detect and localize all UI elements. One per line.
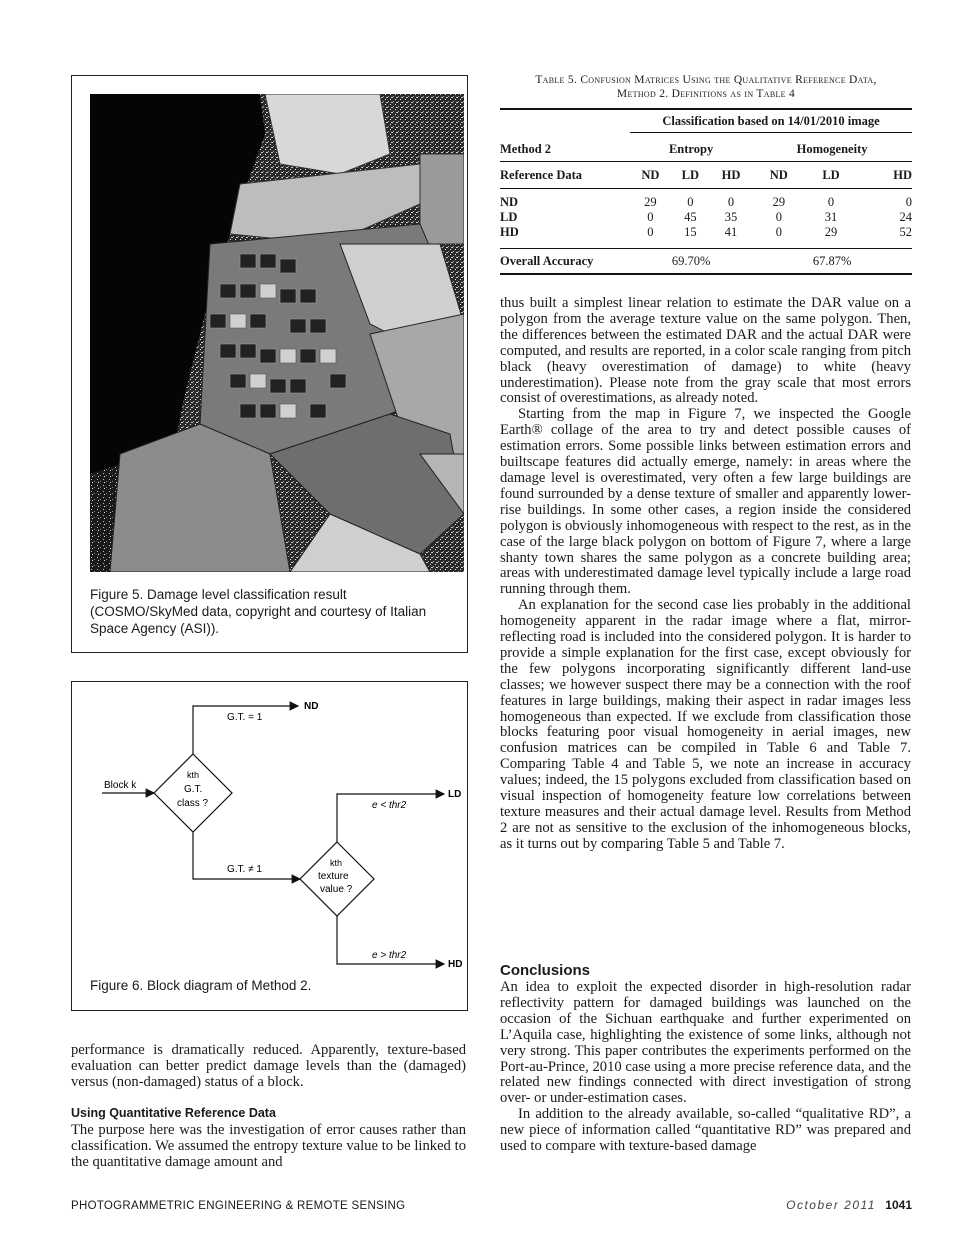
- paragraph: An idea to exploit the expected disorder in high-resolution radar reflectivity pattern for damaged buildings was launched on the occasion of the Sichuan earthquake and further experimented on L’Aquila case, highlighting the existence of some links, although not very strong. This paper contributes the experiments performed on the Port-au-Prince, 2010 case using a more precise reference data, and the related new findings connected with direct investigation of strong over- or under-estimation cases.: [500, 979, 911, 1107]
- table-row: [500, 225, 912, 240]
- table-cell: 35: [724, 210, 738, 224]
- table-cell: 29: [772, 195, 786, 209]
- overall-entropy-value: 69.70%: [630, 249, 752, 275]
- table-cell: 0: [687, 195, 694, 209]
- table-row-label: LD: [500, 210, 518, 224]
- table-title-line: Table 5. Confusion Matrices Using the Qualitative Reference Data,: [535, 74, 877, 86]
- block-k-label: Block k: [104, 780, 137, 791]
- table-cell: 0: [727, 195, 735, 209]
- table-group-header: Classification based on 14/01/2010 image: [630, 109, 912, 133]
- table-col-header: LD: [805, 162, 856, 189]
- decision-label: G.T.: [184, 784, 203, 795]
- caption-line: (COSMO/SkyMed data, copyright and courtesy of Italian: [90, 604, 427, 619]
- table-col-header: ND: [630, 162, 671, 189]
- decision-label: value ?: [320, 884, 353, 895]
- table-cell: 29: [644, 195, 657, 209]
- figure-6: [71, 681, 468, 1011]
- block-diagram: [72, 682, 467, 972]
- figure-5-caption: [90, 586, 460, 637]
- table-cell: 24: [899, 210, 912, 224]
- ld-output: LD: [448, 789, 462, 800]
- table-row-label: ND: [500, 195, 519, 209]
- paragraph: In addition to the already available, so-called “qualitative RD”, a new piece of information called “quantitative RD” was prepared and used to compare with texture-based damage: [500, 1106, 911, 1155]
- table-col-header: LD: [671, 162, 710, 189]
- table-col-header: HD: [857, 162, 912, 189]
- conclusions-heading: Conclusions: [500, 962, 591, 979]
- table-entropy-header: Entropy: [668, 141, 714, 156]
- hd-output: HD: [448, 959, 463, 970]
- conclusions-body: [500, 980, 911, 1155]
- page-number: 1041: [885, 1198, 912, 1212]
- decision-label: kth: [330, 858, 343, 868]
- table-cell: 29: [824, 225, 838, 239]
- e-gt-label: e > thr2: [372, 950, 407, 961]
- decision-label: kth: [187, 770, 200, 780]
- table-col-header: ND: [752, 162, 805, 189]
- caption-line: Space Agency (ASI)).: [90, 621, 220, 636]
- table-row: [500, 249, 912, 275]
- footer-right: [760, 1198, 912, 1212]
- section-heading: Using Quantitative Reference Data: [71, 1106, 276, 1120]
- table-cell: 0: [647, 225, 654, 239]
- table-cell: 0: [905, 195, 912, 209]
- table-homogeneity-header: Homogeneity: [796, 141, 868, 156]
- decision-label: class ?: [177, 798, 209, 809]
- gt-neq-label: G.T. ≠ 1: [227, 864, 262, 875]
- table-cell: 15: [684, 225, 697, 239]
- overall-accuracy-label: Overall Accuracy: [500, 249, 630, 275]
- nd-output: ND: [304, 701, 319, 712]
- table-cell: 31: [824, 210, 838, 224]
- table-cell: 0: [775, 225, 782, 239]
- journal-name: PHOTOGRAMMETRIC ENGINEERING & REMOTE SENSING: [71, 1200, 406, 1212]
- table-5: [500, 108, 912, 277]
- table-cell: 0: [775, 210, 782, 224]
- damage-classification-map: [90, 94, 464, 572]
- decision-label: texture: [318, 871, 349, 882]
- caption-line: Figure 5. Damage level classification result: [90, 587, 347, 602]
- table-row: [500, 195, 912, 210]
- left-paragraph-1: performance is dramatically reduced. Apparently, texture-based evaluation can better predict damage levels than the (damaged) versus (non-damaged) status of a block.: [71, 1042, 466, 1090]
- table-cell: 0: [647, 210, 654, 224]
- table-method-label: Method 2: [500, 141, 552, 156]
- right-column-body: [500, 296, 911, 853]
- table-5-title: [500, 73, 912, 101]
- left-paragraph-2: The purpose here was the investigation of error causes rather than classification. We assumed the entropy texture value to be linked to the quantitative damage amount and: [71, 1122, 466, 1170]
- table-row: [500, 210, 912, 225]
- table-title-line: Method 2. Definitions as in Table 4: [616, 88, 796, 100]
- table-cell: 45: [684, 210, 697, 224]
- paragraph: thus built a simplest linear relation to estimate the DAR value on a polygon from the average texture value on the same polygon. Then, the differences between the estimated DAR and the actual DAR were computed, and results are reported, in a color scale ranging from pitch black (heavy overestimation of damage) to white (heavy underestimation). Please note from the gray scale that most errors consist of overestimations, as already noted.: [500, 295, 911, 407]
- table-col-header: HD: [710, 162, 752, 189]
- table-row-label: HD: [500, 225, 519, 239]
- table-cell: 0: [827, 195, 835, 209]
- figure-6-caption: Figure 6. Block diagram of Method 2.: [90, 978, 312, 993]
- table-ref-label: Reference Data: [500, 162, 630, 189]
- e-lt-label: e < thr2: [372, 800, 407, 811]
- table-cell: 41: [724, 225, 738, 239]
- paragraph: An explanation for the second case lies probably in the additional homogeneity apparent in the radar image where a flat, mirror-reflecting road is included into the considered polygon. It is harder to provide a simple explanation for the first case, except obviously for the few polygons incorporating significantly different land-use classes; we however suspect there may be a connection with the roof features in large buildings, making their aspect in radar images less homogeneous than expected. If we exclude from classification those blocks featuring poor visual homogeneity in aerial images, new confusion matrices can be compiled in Table 6 and Table 7. Comparing Table 4 and Table 5, we note an increase in accuracy values; indeed, the 15 polygons excluded from classification based on visual inspection of homogeneity feature low correlations between texture measures and their actual damage level. Results from Method 2 are not as sensitive to the exclusion of the inhomogeneous blocks, as it turns out by comparing Table 5 and Table 7.: [500, 597, 911, 852]
- paragraph: Starting from the map in Figure 7, we inspected the Google Earth® collage of the area to try and detect possible causes of estimation errors. Some possible links between estimation errors and builtscape features did actually emerge, namely: in areas where the damage level is overestimated, very often a few large buildings are found surrounded by a dense texture of smaller and apparently lower-rise buildings. In some other cases, a region inside the considered polygon is obviously inhomogeneous with respect to the rest, as in the case of the large black polygon on bottom of Figure 7, where a large shanty town shares the same polygon as a concrete building area; areas with underestimated damage level typically include a large road running through them.: [500, 406, 911, 598]
- figure-5: [71, 75, 468, 653]
- gt-eq-label: G.T. = 1: [227, 712, 263, 723]
- issue-date: October 2011: [786, 1198, 876, 1212]
- table-cell: 52: [899, 225, 912, 239]
- overall-homogeneity-value: 67.87%: [752, 249, 912, 275]
